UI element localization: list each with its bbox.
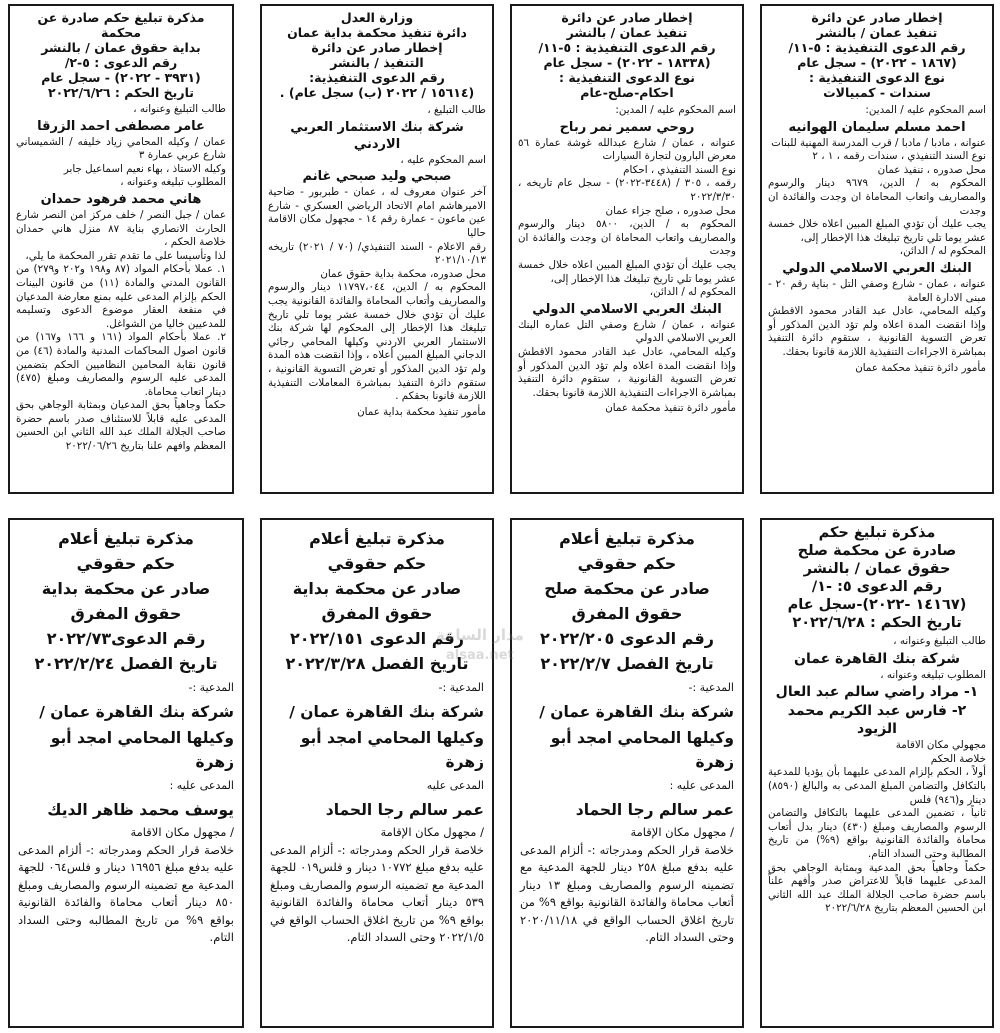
notice-heading-line: (١٤١٦٧ -٢٠٢٢)-سجل عام xyxy=(787,597,967,613)
notice-heading-line: التنفيذ / بالنشر xyxy=(330,55,424,70)
ruling-item-2: ثانياً ، تضمين المدعى عليهما بالتكافل والتضامن الرسوم والمصاريف ومبلغ (٤٣٠) دينار بدل أتعاب محاماة والفائدة القانونية بواقع (٩%) من تاريخ المطالبة وحتى السداد التام. xyxy=(768,807,986,860)
notice-heading-line: وزارة العدل xyxy=(340,10,414,25)
notice-heading-line: رقم الدعوى ٢٠٢٢/٢٠٥ xyxy=(540,629,714,648)
notice-heading-line: احكام-صلح-عام xyxy=(580,85,674,100)
notice-heading-line: تنفيذ عمان / بالنشر xyxy=(816,25,938,40)
debtor-name: صبحي وليد صبحي غانم xyxy=(302,169,452,185)
debtor-name: احمد مسلم سليمان الهوانيه xyxy=(788,119,966,135)
plaintiff-lawyer: وكيلها المحامي امجد أبو زهرة xyxy=(50,729,234,771)
plaintiff-name: شركة بنك القاهرة عمان / xyxy=(539,703,734,721)
defendant-name: ١- مراد راضي سالم عبد العال xyxy=(775,684,979,701)
notice-heading-line: مذكرة تبليغ حكم xyxy=(818,525,936,541)
debtor-address: عنوانه ، مادبا / مادبا / قرب المدرسة المهنية للبنات xyxy=(771,136,986,149)
creditor-label: المحكوم له / الدائن، xyxy=(649,286,736,299)
notice-heading-line: صادرة عن محكمة صلح xyxy=(797,543,957,559)
amount-owed: المحكوم به / الدين، ٥٨٠٠ دينار والرسوم والمصاريف واتعاب المحاماة ان وجدت والفائدة ان وجدت xyxy=(518,218,736,258)
notice-heading-line: سندات - كمبيالات xyxy=(823,85,931,100)
defendant-label: المدعى عليه : xyxy=(669,779,734,792)
requester-label: طالب التبليغ ، xyxy=(427,104,486,116)
notice-execution-hawania xyxy=(760,4,994,494)
notice-judgment-zarqa xyxy=(8,4,234,494)
payment-deadline: يجب عليك أن تؤدي المبلغ المبين اعلاه خلال خمسة عشر يوما تلي تاريخ تبليغك هذا الإخطار إلى، xyxy=(768,218,986,244)
notice-heading-line: إخطار صادر عن دائرة xyxy=(311,40,443,55)
ruling-item-2: ٢. عملا بأحكام المواد (١٦١ و ١٦٦ و١٦٧) من قانون اصول المحاكمات المدنية والمادة (٤٦) من قانون نقابة المحامين النظاميين الحكم بتضمين المدعى عليه الرسوم والمصاريف ومبلغ (٤٧٥) دينار اتعاب محاماة. xyxy=(16,331,226,398)
notice-heading-line: حقوق المفرق xyxy=(321,604,433,623)
notice-heading-line: حكم حقوقي xyxy=(76,554,176,573)
issue-place: محل صدوره، محكمة بداية حقوق عمان xyxy=(320,267,486,280)
notice-heading-line: رقم الدعوى ٥: -١/ xyxy=(811,579,943,595)
residence-unknown: / مجهول مكان الإقامة xyxy=(630,825,734,839)
debtor-name: روحي سمير نمر رباح xyxy=(559,119,695,135)
defendant-address: عمان / جبل النصر / خلف مركز امن النصر شارع الحارث الانصاري بناية ٨٧ منزل هاني حمدان خلاصة الحكم ، xyxy=(16,208,226,249)
debtor-label: اسم المحكوم عليه / المدين: xyxy=(615,104,736,116)
notice-heading-line: (١٨٣٣٨ - ٢٠٢٢) - سجل عام xyxy=(543,55,711,70)
notice-heading-line: حقوق المفرق xyxy=(571,604,683,623)
ruling-summary: خلاصة قرار الحكم ومدرجاته :- ألزام المدعى عليه بدفع مبلغ ٢٥٨ دينار للجهة المدعية مع تضمينه الرسوم والمصاريف ومبلغ ١٣ دينار أتعاب محاماة والفائدة القانونية بواقع ٩% من تاريخ اغلاق الحساب الواقع في ٢٠٢٠/١١/١٨ وحتى السداد التام. xyxy=(520,842,735,944)
notice-heading-line: تنفيذ عمان / بالنشر xyxy=(566,25,688,40)
notice-heading-line: رقم الدعوى التنفيذية : ٥-١١/ xyxy=(788,40,966,55)
notice-judgment-deek xyxy=(8,518,244,1028)
ruling-item-1: أولاً ، الحكم بإلزام المدعى عليهما بأن يؤديا للمدعية بالتكافل والتضامن المبلغ المدعى به والبالغ (٨٥٩٠) دينار و(٩٤٦) فلس xyxy=(768,766,986,806)
notice-heading-line: مذكرة تبليغ أعلام xyxy=(559,529,695,548)
issue-place: محل صدوره ، تنفيذ عمان xyxy=(877,163,986,176)
instrument-number: رقم الاعلام - السند التنفيذي/ (٧٠ / ٢٠٢١) تاريخه ٢٠٢١/١٠/١٣ xyxy=(268,240,486,267)
plaintiff-lawyer: وكيلها المحامي امجد أبو زهرة xyxy=(300,729,484,771)
instrument-number: رقمه ، ٣٠٥ / (٣٤٤٨-٢٠٢٢) - سجل عام تاريخه ، ٢٠٢٢/٣/٣٠ xyxy=(518,177,736,203)
ruling-closing: حكماً وجاهياً بحق المدعيان وبمثابة الوجاهي بحق المدعى عليه قابلاً للاستئناف صدر باسم حضرة صاحب الجلالة الملك عبد الله الثاني ابن الحسين المعظم وافهم علنا بتاريخ ٢٠٢٢/٠٦/٢٦ xyxy=(16,399,226,453)
creditor-label: المحكوم له / الدائن، xyxy=(899,245,986,258)
notice-heading-line: إخطار صادر عن دائرة xyxy=(561,10,693,25)
notice-heading-line: مذكرة تبليغ حكم صادرة عن محكمة xyxy=(37,10,205,40)
plaintiff-name: شركة بنك القاهرة عمان / xyxy=(289,703,484,721)
defendant-name: عمر سالم رجا الحماد xyxy=(575,801,734,819)
notice-heading-line: رقم الدعوى : ٥-٢/ xyxy=(64,55,178,70)
issue-place: محل صدوره ، صلح جزاء عمان xyxy=(605,204,736,217)
notice-heading-line: بداية حقوق عمان / بالنشر xyxy=(41,40,201,55)
residence-unknown: مجهولي مكان الاقامة xyxy=(895,739,986,752)
debtor-label: اسم المحكوم عليه / المدين: xyxy=(865,104,986,116)
creditor-name: البنك العربي الاسلامي الدولي xyxy=(782,260,972,276)
amount-owed: المحكوم به / الدين، ٩٦٧٩ دينار والرسوم والمصاريف واتعاب المحاماة ان وجدت والفائدة ان وجدت xyxy=(768,177,986,217)
ruling-closing: حكماً وجاهياً بحق المدعية وبمثابة الوجاهي بحق المدعى عليهما قابلاً للاعتراض صدر وأفهم علناً باسم حضرة صاحب الجلالة الملك عبد الله الثاني ابن الحسين المعظم بتاريخ ٢٠٢٢/٦/٢٨ xyxy=(768,861,986,915)
plaintiff-label: المدعية :- xyxy=(188,681,234,694)
defendant-name: عمر سالم رجا الحماد xyxy=(325,801,484,819)
watermark-text: مدار الساعة xyxy=(436,626,524,644)
plaintiff-agent: وكيله الاستاذ ، بهاء نعيم اسماعيل جابر xyxy=(63,162,226,175)
lawyer-and-warning: وكيله المحامي، عادل عبد القادر محمود الاقطش وإذا انقضت المدة اعلاه ولم تؤد الدين المذكور أو تعرض التسوية القانونية ، ستقوم دائرة التنفيذ بمباشرة الاجراءات التنفيذية اللازمة قانونا بحقك. xyxy=(768,305,986,358)
notice-heading-line: نوع الدعوى التنفيذية : xyxy=(559,70,695,85)
watermark-url: alsaa.net xyxy=(446,648,514,663)
notice-heading-line: (١٨٦٧ - ٢٠٢٢) - سجل عام xyxy=(797,55,957,70)
requester-label: طالب التبليغ وعنوانه ، xyxy=(893,635,986,647)
notice-signature: مأمور تنفيذ محكمة بداية عمان xyxy=(357,405,486,418)
notice-signature: مأمور دائرة تنفيذ محكمة عمان xyxy=(855,361,986,374)
plaintiff-name: شركة بنك القاهرة عمان xyxy=(794,650,960,667)
defendant-label: المدعى عليه : xyxy=(169,779,234,792)
notice-heading-line: رقم الدعوى ٢٠٢٢/١٥١ xyxy=(290,629,464,648)
notice-heading-line: (١٥٦١٤ / ٢٠٢٢ (ب) سجل عام) . xyxy=(279,85,475,100)
notice-heading-line: إخطار صادر عن دائرة xyxy=(811,10,943,25)
notice-heading-line: صادر عن محكمة بداية xyxy=(41,579,211,598)
notice-heading-line: حقوق عمان / بالنشر xyxy=(803,561,951,577)
ruling-summary: خلاصة قرار الحكم ومدرجاته :- ألزام المدعى عليه بدفع مبلغ ١٦٩٥٦ دينار و فلس٠٦٤ للجهة المدعية مع تضمينه الرسوم والمصاريف ومبلغ ٨٥٠ دينار أتعاب محاماة والفائدة القانونية بواقع ٩% من تاريخ المطالبه وحتى السداد التام. xyxy=(18,842,234,944)
notice-heading-line: تاريخ الحكم : ٢٠٢٢/٦/٢٨ xyxy=(792,615,962,631)
defendant-name: ٢- فارس عبد الكريم محمد الزيود xyxy=(787,703,967,738)
notice-heading-line: مذكرة تبليغ أعلام xyxy=(309,529,445,548)
notice-heading-line: دائرة تنفيذ محكمة بداية عمان xyxy=(287,25,467,40)
notice-heading-line: تاريخ الفصل ٢٠٢٢/٢/٢٤ xyxy=(34,654,218,673)
notice-signature: مأمور دائرة تنفيذ محكمة عمان xyxy=(605,402,736,415)
instrument-type: نوع السند التنفيذي ، سندات رقمه ، ١ ، ٢ xyxy=(812,150,986,163)
notice-heading-line: تاريخ الحكم : ٢٠٢٢/٦/٢٦ xyxy=(48,85,194,100)
defendant-label: المطلوب تبليغه وعنوانه ، xyxy=(880,668,986,681)
notice-judgment-cairo-bank xyxy=(760,518,994,1028)
notice-heading-line: نوع الدعوى التنفيذية : xyxy=(809,70,945,85)
amount-and-warning: المحكوم به / الدين، ١١٧٩٧،٠٤٤ دينار والرسوم والمصاريف وأتعاب المحاماة والفائدة القانونية يجب عليك أن تؤدي خلال خمسة عشر يوما تلي تاريخ تبليغك هذا الإخطار إلى المحكوم لها شركة بنك الاستثمار العربي الاردني وكيلها المحامي رجائي الدجاني المبلغ المبين أعلاه ، وإذا انقضت هذه المدة ولم تؤد الدين المذكور أو تعرض التسوية القانونية ، ستقوم دائرة التنفيذ بمباشرة المعاملات التنفيذية اللازمة قانونا بحقكم . xyxy=(268,281,486,403)
notice-judgment-hammad-first-instance xyxy=(260,518,494,1028)
debtor-label: اسم المحكوم عليه ، xyxy=(400,153,486,166)
lawyer-and-warning: وكيله المحامي، عادل عبد القادر محمود الاقطش وإذا انقضت المدة اعلاه ولم تؤد الدين المذكور أو تعرض التسوية القانونية ، ستقوم دائرة التنفيذ بمباشرة الاجراءات التنفيذية اللازمة قانونا بحقك. xyxy=(518,345,736,399)
defendant-name: هاني محمد فرهود حمدان xyxy=(40,191,202,207)
creditor-name: البنك العربي الاسلامي الدولي xyxy=(532,301,722,317)
notice-execution-ghanem xyxy=(260,4,494,494)
residence-unknown: / مجهول مكان الاقامة xyxy=(130,825,234,839)
plaintiff-lawyer: عمان / وكيله المحامي زياد خليفه / الشميساني شارع عربي عمارة ٣ xyxy=(16,135,226,162)
notice-heading-line: حقوق المفرق xyxy=(70,604,182,623)
plaintiff-label: المدعية :- xyxy=(688,681,734,694)
creditor-address: عنوانه ، عمان - شارع وصفي التل - بناية رقم ٢٠ - مبنى الادارة العامة xyxy=(768,277,986,304)
ruling-summary: خلاصة قرار الحكم ومدرجاته :- ألزام المدعى عليه بدفع مبلغ ١٠٧٧٢ دينار و فلس٠١٩ للجهة المدعية مع تضمينه الرسوم والمصاريف ومبلغ ٥٣٩ دينار أتعاب محاماة والفائدة القانونية بواقع ٩% من تاريخ اغلاق الحساب الواقع في ٢٠٢٢/١/٥ وحتى السداد التام. xyxy=(270,842,485,944)
ruling-item-1: ١. عملا بأحكام المواد (٨٧ و١٩٨ و٢٠٢ و٢٧٩) من القانون المدني والمادة (١١) من قانون البينات الحكم بإلزام المدعى عليه بمنع معارضة المدعيان في منفعة العقار موضوع الدعوى وتسليمه للمدعيين خاليا من الشواغل. xyxy=(16,263,227,330)
ruling-label: خلاصة الحكم xyxy=(930,752,986,765)
requester-label: طالب التبليغ وعنوانه ، xyxy=(133,103,226,115)
ruling-intro: لذا وتأسيسا على ما تقدم تقرر المحكمة ما يلي، xyxy=(25,249,226,262)
creditor-name: شركة بنك الاستثمار العربي الاردني xyxy=(290,119,464,152)
plaintiff-name: شركة بنك القاهرة عمان / xyxy=(39,703,234,721)
defendant-label: المدعى عليه xyxy=(426,779,484,792)
notice-heading-line: تاريخ الفصل ٢٠٢٢/٢/٧ xyxy=(540,654,714,673)
notice-heading-line: تاريخ الفصل ٢٠٢٢/٣/٢٨ xyxy=(285,654,469,673)
payment-deadline: يجب عليك أن تؤدي المبلغ المبين اعلاه خلال خمسة عشر يوما تلي تاريخ تبليغك هذا الإخطار إلى، xyxy=(518,258,736,285)
notice-heading-line: رقم الدعوى التنفيذية : ٥-١١/ xyxy=(538,40,716,55)
notice-heading-line: صادر عن محكمة بداية xyxy=(292,579,462,598)
notice-heading-line: حكم حقوقي xyxy=(577,554,677,573)
notice-heading-line: حكم حقوقي xyxy=(327,554,427,573)
defendant-label: المطلوب تبليغه وعنوانه ، xyxy=(120,176,226,189)
notice-heading-line: (٣٩٣١ - ٢٠٢٢) - سجل عام xyxy=(41,70,201,85)
plaintiff-lawyer: وكيلها المحامي امجد أبو زهرة xyxy=(550,729,734,771)
notice-judgment-hammad-magistrate xyxy=(510,518,744,1028)
plaintiff-label: المدعية :- xyxy=(438,681,484,694)
residence-unknown: / مجهول مكان الإقامة xyxy=(380,825,484,839)
debtor-address: آخر عنوان معروف له ، عمان - طبربور - ضاحية الاميرهاشم امام الاتحاد الرياضي العسكري - شارع عين ماعون - عمارة رقم ١٤ - مجهول مكان الاقامة حاليا xyxy=(268,186,486,239)
notice-heading-line: صادر عن محكمة صلح xyxy=(544,579,710,598)
defendant-name: يوسف محمد ظاهر الديك xyxy=(47,801,234,819)
notice-heading-line: رقم الدعوى٢٠٢٢/٧٣ xyxy=(46,629,206,648)
notice-heading-line: مذكرة تبليغ أعلام xyxy=(58,529,194,548)
plaintiff-name: عامر مصطفى احمد الزرقا xyxy=(37,118,205,134)
notice-execution-rabah xyxy=(510,4,744,494)
creditor-address: عنوانه ، عمان / شارع وصفي التل عماره البنك العربي الاسلامي الدولي xyxy=(518,318,736,345)
instrument-type: نوع السند التنفيذي ، احكام xyxy=(623,163,736,176)
debtor-address: عنوانه ، عمان / شارع عبدالله غوشة عمارة ٥٦ معرض البارون لتجارة السيارات xyxy=(518,136,736,163)
notice-heading-line: رقم الدعوى التنفيذية: xyxy=(309,70,445,85)
